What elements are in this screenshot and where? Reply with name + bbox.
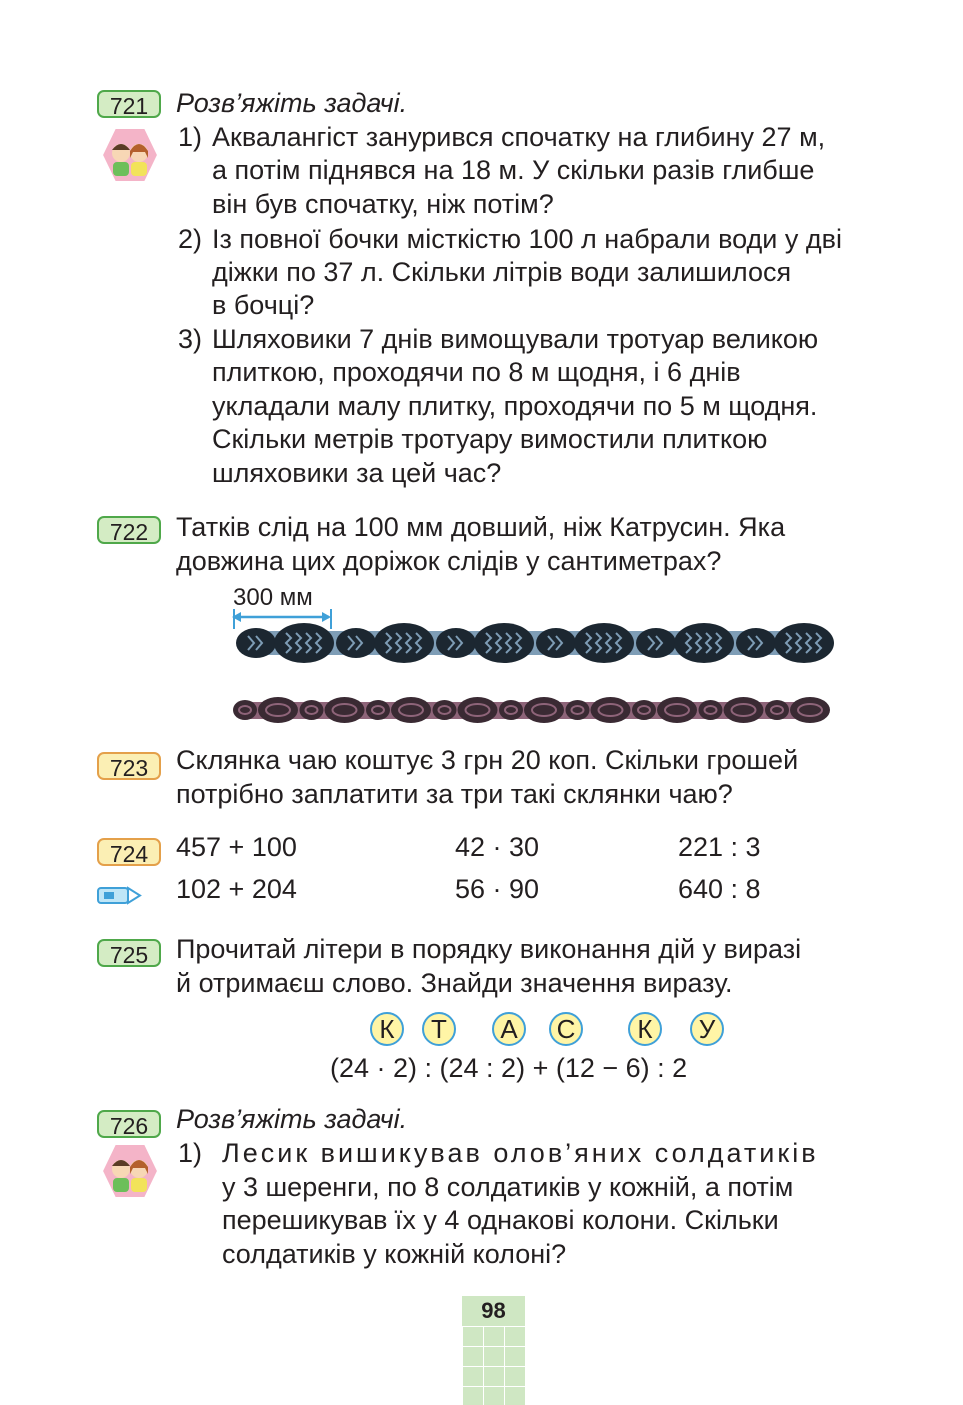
letter-circle: У xyxy=(690,1012,724,1046)
page-number-block xyxy=(462,1296,525,1405)
expression-cell: 42 · 30 xyxy=(455,832,540,862)
katrusia-footprint xyxy=(233,697,298,723)
task-723-line: потрібно заплатити за три такі склянки чаю? xyxy=(176,779,733,809)
task-721-item-2-marker: 2) xyxy=(178,224,203,254)
task-723-line: Склянка чаю коштує 3 грн 20 коп. Скільки грошей xyxy=(176,745,799,775)
task-721-item-1-line: а потім піднявся на 18 м. У скільки разів глибше xyxy=(212,155,815,185)
task-721-item-2-line: Із повної бочки місткістю 100 л набрали води у дві xyxy=(212,224,842,254)
expression-cell: 56 · 90 xyxy=(455,874,540,904)
task-721-item-3-line: плиткою, проходячи по 8 м щодня, і 6 днів xyxy=(212,357,741,387)
dad-footprint xyxy=(636,623,734,663)
task-725-line: й отримаєш слово. Знайди значення виразу. xyxy=(176,968,733,998)
dad-footprint xyxy=(336,623,434,663)
task-721-item-3-line: укладали малу плитку, проходячи по 5 м щодня. xyxy=(212,391,818,421)
katrusia-footprint xyxy=(765,697,830,723)
task-721-item-1-line: Аквалангіст занурився спочатку на глибину 27 м, xyxy=(212,122,826,152)
task-721-item-1-line: він був спочатку, ніж потім? xyxy=(212,189,554,219)
task-726-heading: Розв’яжіть задачі. xyxy=(176,1104,408,1134)
task-726-item-1-line: у 3 шеренги, по 8 солдатиків у кожній, а потім xyxy=(222,1172,794,1202)
task-721-item-3-marker: 3) xyxy=(178,324,203,354)
dad-footprint xyxy=(736,623,834,663)
letter-circle: К xyxy=(370,1012,404,1046)
letter-circle: С xyxy=(549,1012,583,1046)
task-722-line: Татків слід на 100 мм довший, ніж Катрусин. Яка xyxy=(176,512,786,542)
letter-circle: А xyxy=(492,1012,526,1046)
dad-footprint xyxy=(536,623,634,663)
measure-label: 300 мм xyxy=(233,584,313,611)
task-number-722: 722 xyxy=(97,516,161,544)
task-725-line: Прочитай літери в порядку виконання дій у виразі xyxy=(176,934,802,964)
expression-cell: 640 : 8 xyxy=(678,874,761,904)
task-722-line: довжина цих доріжок слідів у сантиметрах? xyxy=(176,546,722,576)
task-726-item-1-marker: 1) xyxy=(178,1138,203,1168)
dad-footprint xyxy=(236,623,334,663)
pair-work-icon xyxy=(100,1142,160,1200)
task-721-item-1-marker: 1) xyxy=(178,122,203,152)
task-721-item-3-line: Скільки метрів тротуару вимостили плиткою xyxy=(212,424,768,454)
expression-cell: 457 + 100 xyxy=(176,832,297,862)
task-725-expression: (24 · 2) : (24 : 2) + (12 − 6) : 2 xyxy=(330,1053,688,1083)
expression-cell: 102 + 204 xyxy=(176,874,297,904)
pair-work-icon xyxy=(100,126,160,184)
pencil-icon xyxy=(96,884,142,908)
task-number-721: 721 xyxy=(97,90,161,118)
task-726-item-1-line: перешикував їх у 4 однакові колони. Скільки xyxy=(222,1205,779,1235)
task-726-item-1-line: Лесик вишикував олов’яних солдатиків xyxy=(222,1138,819,1168)
katrusia-footprint xyxy=(632,697,697,723)
task-726-item-1-line: солдатиків у кожній колоні? xyxy=(222,1239,567,1269)
footprint-tracks xyxy=(228,605,840,730)
task-721-item-2-line: в бочці? xyxy=(212,290,315,320)
dad-footprint xyxy=(436,623,534,663)
task-721-item-2-line: діжки по 37 л. Скільки літрів води залишилося xyxy=(212,257,792,287)
page-number: 98 xyxy=(481,1298,506,1323)
letter-circle: К xyxy=(628,1012,662,1046)
task-721-heading: Розв’яжіть задачі. xyxy=(176,88,408,118)
katrusia-footprint xyxy=(366,697,431,723)
expression-cell: 221 : 3 xyxy=(678,832,761,862)
katrusia-footprint xyxy=(699,697,764,723)
katrusia-footprint xyxy=(433,697,498,723)
task-721-item-3-line: Шляховики 7 днів вимощували тротуар великою xyxy=(212,324,819,354)
katrusia-footprint xyxy=(499,697,564,723)
task-number-725: 725 xyxy=(97,939,161,967)
katrusia-footprint xyxy=(566,697,631,723)
task-number-726: 726 xyxy=(97,1110,161,1138)
task-721-item-3-line: шляховики за цей час? xyxy=(212,458,502,488)
letter-circle: Т xyxy=(422,1012,456,1046)
task-number-723: 723 xyxy=(97,752,161,780)
task-number-724: 724 xyxy=(97,838,161,866)
katrusia-footprint xyxy=(300,697,365,723)
